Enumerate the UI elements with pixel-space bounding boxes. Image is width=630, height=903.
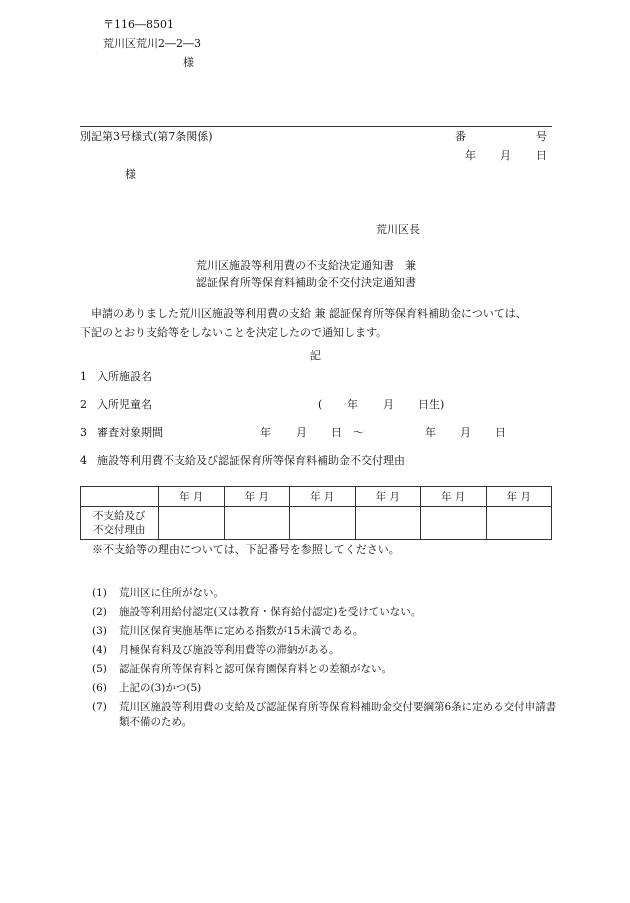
birth-year-label: 年 [347,398,358,411]
form-number: 別記第3号様式(第7条関係) [80,130,213,143]
item-2-number: 2 [80,398,87,411]
reason-text: 月極保育料及び施設等利用費等の滞納がある。 [119,644,340,656]
item-1-number: 1 [80,370,87,383]
list-item [92,662,562,677]
reason-table [80,486,552,540]
month-header: 年 月 [224,487,290,507]
period-from-day: 日 [331,426,342,439]
reason-number: (7) [92,701,107,713]
reason-number: (6) [92,682,107,694]
row-label-cell [81,507,159,540]
item-2-label: 入所児童名 [97,398,152,411]
list-item [92,681,562,696]
period-tilde: 〜 [353,426,364,439]
recipient-honorific: 様 [125,168,136,181]
table-corner-cell [81,487,159,507]
list-item [92,586,562,601]
period-from-month: 月 [296,426,307,439]
date-month-label: 月 [500,149,511,162]
reason-text: 荒川区保育実施基準に定める指数が15未満である。 [119,625,364,637]
postal-code: 〒116―8501 [103,18,174,31]
title-line-1: 荒川区施設等利用費の不支給決定通知書 兼 [196,259,416,272]
reason-cell [159,507,225,540]
birth-month-label: 月 [383,398,394,411]
address-honorific: 様 [183,56,194,69]
reason-text: 認証保育所等保育料と認可保育園保育料との差額がない。 [119,663,392,675]
reason-cell [421,507,487,540]
reason-cell [290,507,356,540]
reason-text: 上記の(3)かつ(5) [119,682,202,694]
reason-number: (5) [92,663,107,675]
reason-number: (1) [92,587,107,599]
item-4-number: 4 [80,454,87,467]
row-label-line-1: 不支給及び [93,509,146,522]
reason-number: (4) [92,644,107,656]
item-1-label: 入所施設名 [97,370,152,383]
body-paragraph [80,304,560,342]
reason-number: (3) [92,625,107,637]
month-header: 年 月 [421,487,487,507]
address-line: 荒川区荒川2―2―3 [103,37,201,50]
month-header: 年 月 [486,487,552,507]
body-line-1: 申請のありました荒川区施設等利用費の支給 兼 認証保育所等保育料補助金については、 [91,307,527,320]
ki-heading: 記 [310,349,321,362]
item-4-label: 施設等利用費不支給及び認証保育所等保育料補助金不交付理由 [97,454,405,467]
reason-text: 荒川区に住所がない。 [119,587,224,599]
title-line-2: 認証保育所等保育料補助金不交付決定通知書 [196,276,416,289]
reason-cell [224,507,290,540]
period-to-month: 月 [460,426,471,439]
reason-number: (2) [92,606,107,618]
list-item [92,624,562,639]
body-line-2: 下記のとおり支給等をしないことを決定したので通知します。 [80,326,388,339]
period-to-day: 日 [495,426,506,439]
birth-day-label: 日生) [418,398,445,411]
month-header: 年 月 [355,487,421,507]
period-from-year: 年 [260,426,271,439]
issuer: 荒川区長 [376,223,420,236]
table-header-row [81,487,552,507]
month-header: 年 月 [159,487,225,507]
table-row [81,507,552,540]
reason-list [92,586,562,734]
ban-label: 番 [455,130,466,143]
reason-text: 荒川区施設等利用費の支給及び認証保育所等保育料補助金交付要綱第6条に定める交付申請書類不備のため。 [119,701,557,728]
go-label: 号 [536,130,547,143]
row-label-line-2: 不交付理由 [93,524,146,536]
reason-text: 施設等利用給付認定(又は教育・保育給付認定)を受けていない。 [119,606,422,618]
separator-line [80,126,552,127]
reason-cell [355,507,421,540]
list-item [92,643,562,658]
date-day-label: 日 [536,149,547,162]
reference-note: ※不支給等の理由については、下記番号を参照してください。 [92,543,400,556]
period-to-year: 年 [425,426,436,439]
birth-open-paren: ( [318,398,323,411]
list-item [92,605,562,620]
reason-cell [486,507,552,540]
list-item [92,700,562,730]
date-year-label: 年 [465,149,476,162]
item-3-label: 審査対象期間 [97,426,163,439]
item-3-number: 3 [80,426,87,439]
month-header: 年 月 [290,487,356,507]
